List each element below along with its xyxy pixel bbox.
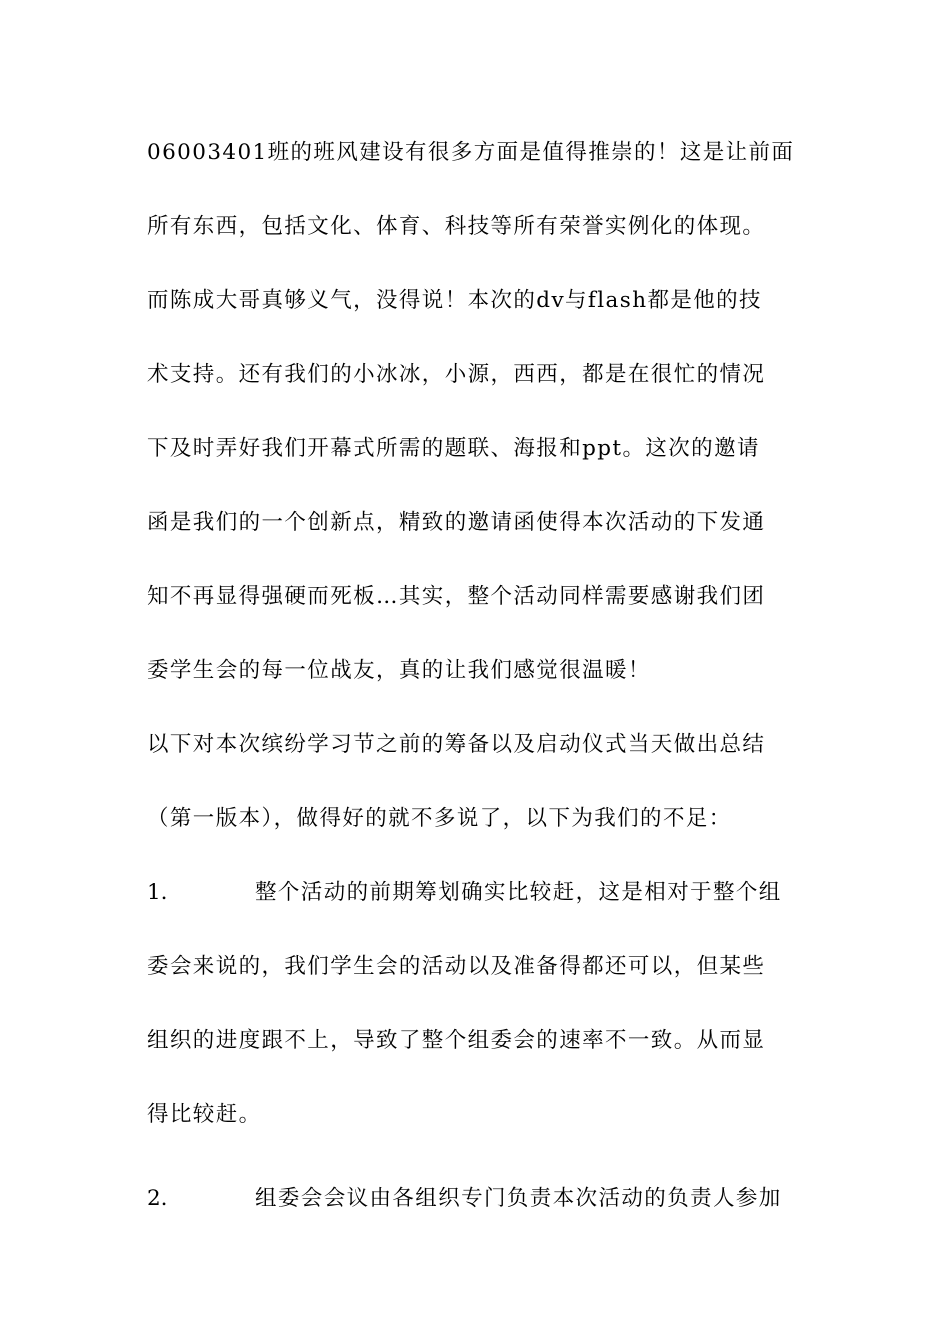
paragraph-line: 下及时弄好我们开幕式所需的题联、海报和ppt。这次的邀请 xyxy=(147,436,760,461)
summary-intro-line: 以下对本次缤纷学习节之前的筹备以及启动仪式当天做出总结 xyxy=(147,732,766,757)
paragraph-line: 函是我们的一个创新点，精致的邀请函使得本次活动的下发通 xyxy=(147,510,766,535)
paragraph-line: 知不再显得强硬而死板…其实，整个活动同样需要感谢我们团 xyxy=(147,584,766,609)
list-number: 2. xyxy=(147,1186,168,1211)
summary-intro-line: （第一版本），做得好的就不多说了，以下为我们的不足： xyxy=(147,806,732,831)
paragraph-line: 委学生会的每一位战友，真的让我们感觉很温暖！ xyxy=(147,658,651,683)
list-item-continuation: 得比较赶。 xyxy=(147,1102,262,1127)
list-item-1 xyxy=(147,873,807,913)
paragraph-line: 所有东西，包括文化、体育、科技等所有荣誉实例化的体现。 xyxy=(147,214,766,239)
list-number: 1. xyxy=(147,880,168,905)
paragraph-line: 06003401班的班风建设有很多方面是值得推崇的！这是让前面 xyxy=(147,140,795,165)
list-item-continuation: 委会来说的，我们学生会的活动以及准备得都还可以，但某些 xyxy=(147,954,766,979)
paragraph-line: 术支持。还有我们的小冰冰，小源，西西，都是在很忙的情况 xyxy=(147,362,766,387)
paragraph-line: 而陈成大哥真够义气，没得说！本次的dv与flash都是他的技 xyxy=(147,288,762,313)
list-item-text: 组委会会议由各组织专门负责本次活动的负责人参加 xyxy=(255,1186,782,1211)
list-item-2 xyxy=(147,1179,807,1219)
list-item-continuation: 组织的进度跟不上，导致了整个组委会的速率不一致。从而显 xyxy=(147,1028,766,1053)
list-item-text: 整个活动的前期筹划确实比较赶，这是相对于整个组 xyxy=(255,880,782,905)
